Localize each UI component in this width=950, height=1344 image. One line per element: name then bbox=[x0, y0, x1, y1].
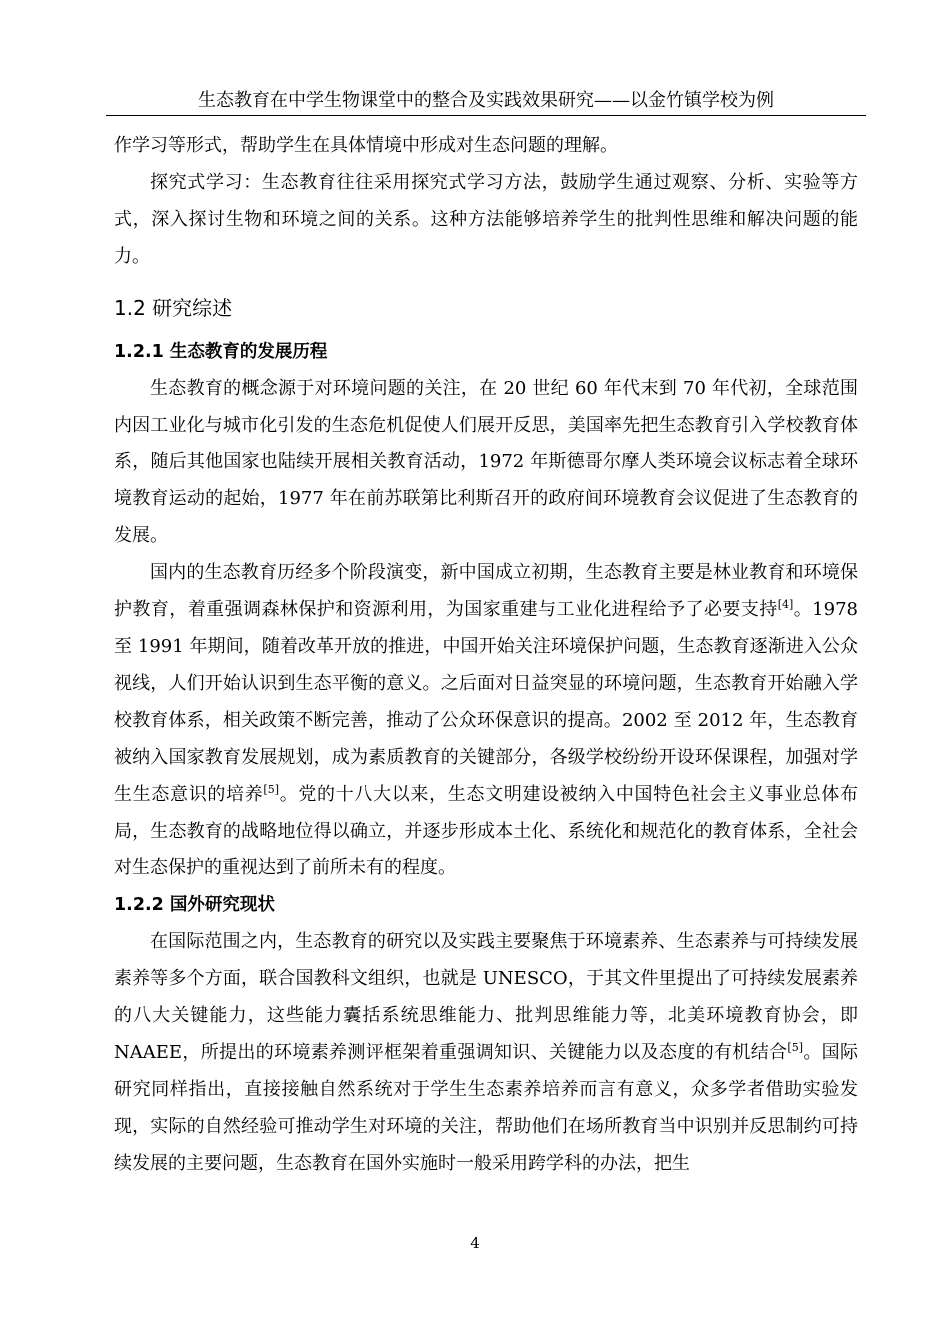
header-divider bbox=[106, 115, 866, 116]
paragraph-text: 。国际研究同样指出，直接接触自然系统对于学生生态素养培养而言有意义，众多学者借助实验发现，实际的自然经验可推动学生对环境的关注，帮助他们在场所教育当中识别并反思制约可持续发展的主要问题，生态教育在国外实施时一般采用跨学科的办法，把生 bbox=[114, 1042, 859, 1174]
document-body bbox=[114, 128, 858, 1183]
inquiry-learning-paragraph: 探究式学习：生态教育往往采用探究式学习方法，鼓励学生通过观察、分析、实验等方式，深入探讨生物和环境之间的关系。这种方法能够培养学生的批判性思维和解决问题的能力。 bbox=[114, 171, 858, 267]
intro-paragraph-continued: 作学习等形式，帮助学生在具体情境中形成对生态问题的理解。 bbox=[114, 135, 618, 156]
paragraph-text: 在国际范围之内，生态教育的研究以及实践主要聚焦于环境素养、生态素养与可持续发展素养等多个方面，联合国教科文组织，也就是 UNESCO，于其文件里提出了可持续发展素养的八大关键能力，这些能力囊括系统思维能力、批判思维能力等，北美环境教育协会，即 NAAEE，所提出的环境素养测评框架着重强调知识、关键能力以及态度的有机结合 bbox=[114, 931, 858, 1064]
paragraph-text: 国内的生态教育历经多个阶段演变，新中国成立初期，生态教育主要是林业教育和环境保护教育，着重强调森林保护和资源利用，为国家重建与工业化进程给予了必要支持 bbox=[114, 562, 858, 621]
citation-reference: [4] bbox=[777, 598, 794, 612]
running-header: 生态教育在中学生物课堂中的整合及实践效果研究——以金竹镇学校为例 bbox=[198, 90, 774, 111]
international-research-paragraph bbox=[114, 924, 858, 1182]
development-history-paragraph: 生态教育的概念源于对环境问题的关注，在 20 世纪 60 年代末到 70 年代初，全球范围内因工业化与城市化引发的生态危机促使人们展开反思，美国率先把生态教育引入学校教育体系，随后其他国家也陆续开展相关教育活动，1972 年斯德哥尔摩人类环境会议标志着全球环境教育运动的起始，1977 年在前苏联第比利斯召开的政府间环境教育会议促进了生态教育的发展。 bbox=[114, 377, 858, 547]
citation-reference: [5] bbox=[263, 782, 280, 796]
paragraph-text: 。1978 至 1991 年期间，随着改革开放的推进，中国开始关注环境保护问题，生态教育逐渐进入公众视线，人们开始认识到生态平衡的意义。之后面对日益突显的环境问题，生态教育开始融入学校教育体系，相关政策不断完善，推动了公众环保意识的提高。2002 至 2012 年，生态教育被纳入国家教育发展规划，成为素质教育的关键部分，各级学校纷纷开设环保课程，加强对学生生态意识的培养 bbox=[114, 599, 858, 805]
section-heading-1-2-2: 1.2.2 国外研究现状 bbox=[114, 895, 275, 916]
page-number: 4 bbox=[470, 1234, 480, 1252]
citation-reference: [5] bbox=[787, 1041, 803, 1055]
section-heading-1-2: 1.2 研究综述 bbox=[114, 295, 233, 320]
paragraph-text: 。党的十八大以来，生态文明建设被纳入中国特色社会主义事业总体布局，生态教育的战略地位得以确立，并逐步形成本土化、系统化和规范化的教育体系，全社会对生态保护的重视达到了前所未有的程度。 bbox=[114, 783, 859, 879]
domestic-history-paragraph bbox=[114, 555, 858, 887]
section-heading-1-2-1: 1.2.1 生态教育的发展历程 bbox=[114, 341, 328, 362]
